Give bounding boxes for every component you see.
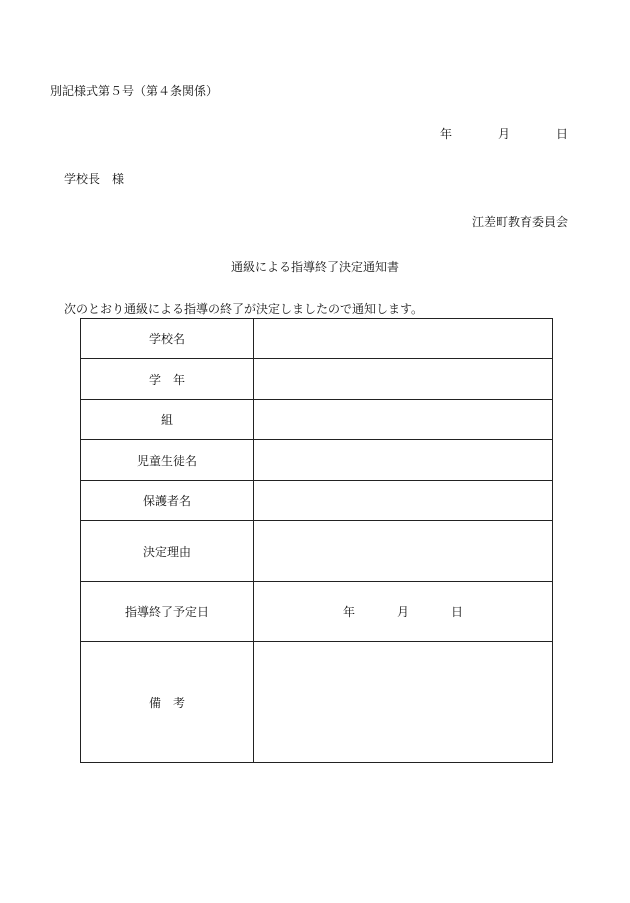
table-row bbox=[81, 582, 553, 642]
school-name-field[interactable] bbox=[254, 319, 553, 359]
grade-field[interactable] bbox=[254, 359, 553, 400]
guardian-name-field[interactable] bbox=[254, 481, 553, 521]
table-row bbox=[81, 481, 553, 521]
table-row bbox=[81, 440, 553, 481]
document-title: 通級による指導終了決定通知書 bbox=[230, 260, 399, 274]
end-date-field[interactable] bbox=[254, 582, 553, 642]
row-label-remarks: 備 考 bbox=[81, 642, 254, 763]
issuer: 江差町教育委員会 bbox=[471, 215, 568, 229]
day-label: 日 bbox=[555, 127, 568, 141]
issue-date bbox=[440, 125, 568, 142]
row-label-end-date: 指導終了予定日 bbox=[81, 582, 254, 642]
row-label-guardian-name: 保護者名 bbox=[81, 481, 254, 521]
table-row bbox=[81, 521, 553, 582]
row-label-student-name: 児童生徒名 bbox=[81, 440, 254, 481]
student-name-field[interactable] bbox=[254, 440, 553, 481]
month-label: 月 bbox=[497, 127, 510, 141]
row-label-school-name: 学校名 bbox=[81, 319, 254, 359]
year-label: 年 bbox=[439, 127, 452, 141]
row-label-decision-reason: 決定理由 bbox=[81, 521, 254, 582]
end-date-year-label: 年 bbox=[342, 605, 355, 619]
table-row bbox=[81, 642, 553, 763]
row-label-grade: 学 年 bbox=[81, 359, 254, 400]
table-row bbox=[81, 359, 553, 400]
end-date-day-label: 日 bbox=[451, 605, 464, 619]
end-date-month-label: 月 bbox=[396, 605, 409, 619]
class-field[interactable] bbox=[254, 400, 553, 440]
form-number: 別記様式第５号（第４条関係） bbox=[50, 84, 219, 98]
intro-text: 次のとおり通級による指導の終了が決定しましたので通知します。 bbox=[64, 302, 424, 316]
recipient: 学校長 様 bbox=[64, 172, 125, 186]
table-row bbox=[81, 319, 553, 359]
decision-reason-field[interactable] bbox=[254, 521, 553, 582]
remarks-field[interactable] bbox=[254, 642, 553, 763]
table-row bbox=[81, 400, 553, 440]
notice-table bbox=[80, 318, 553, 763]
row-label-class: 組 bbox=[81, 400, 254, 440]
